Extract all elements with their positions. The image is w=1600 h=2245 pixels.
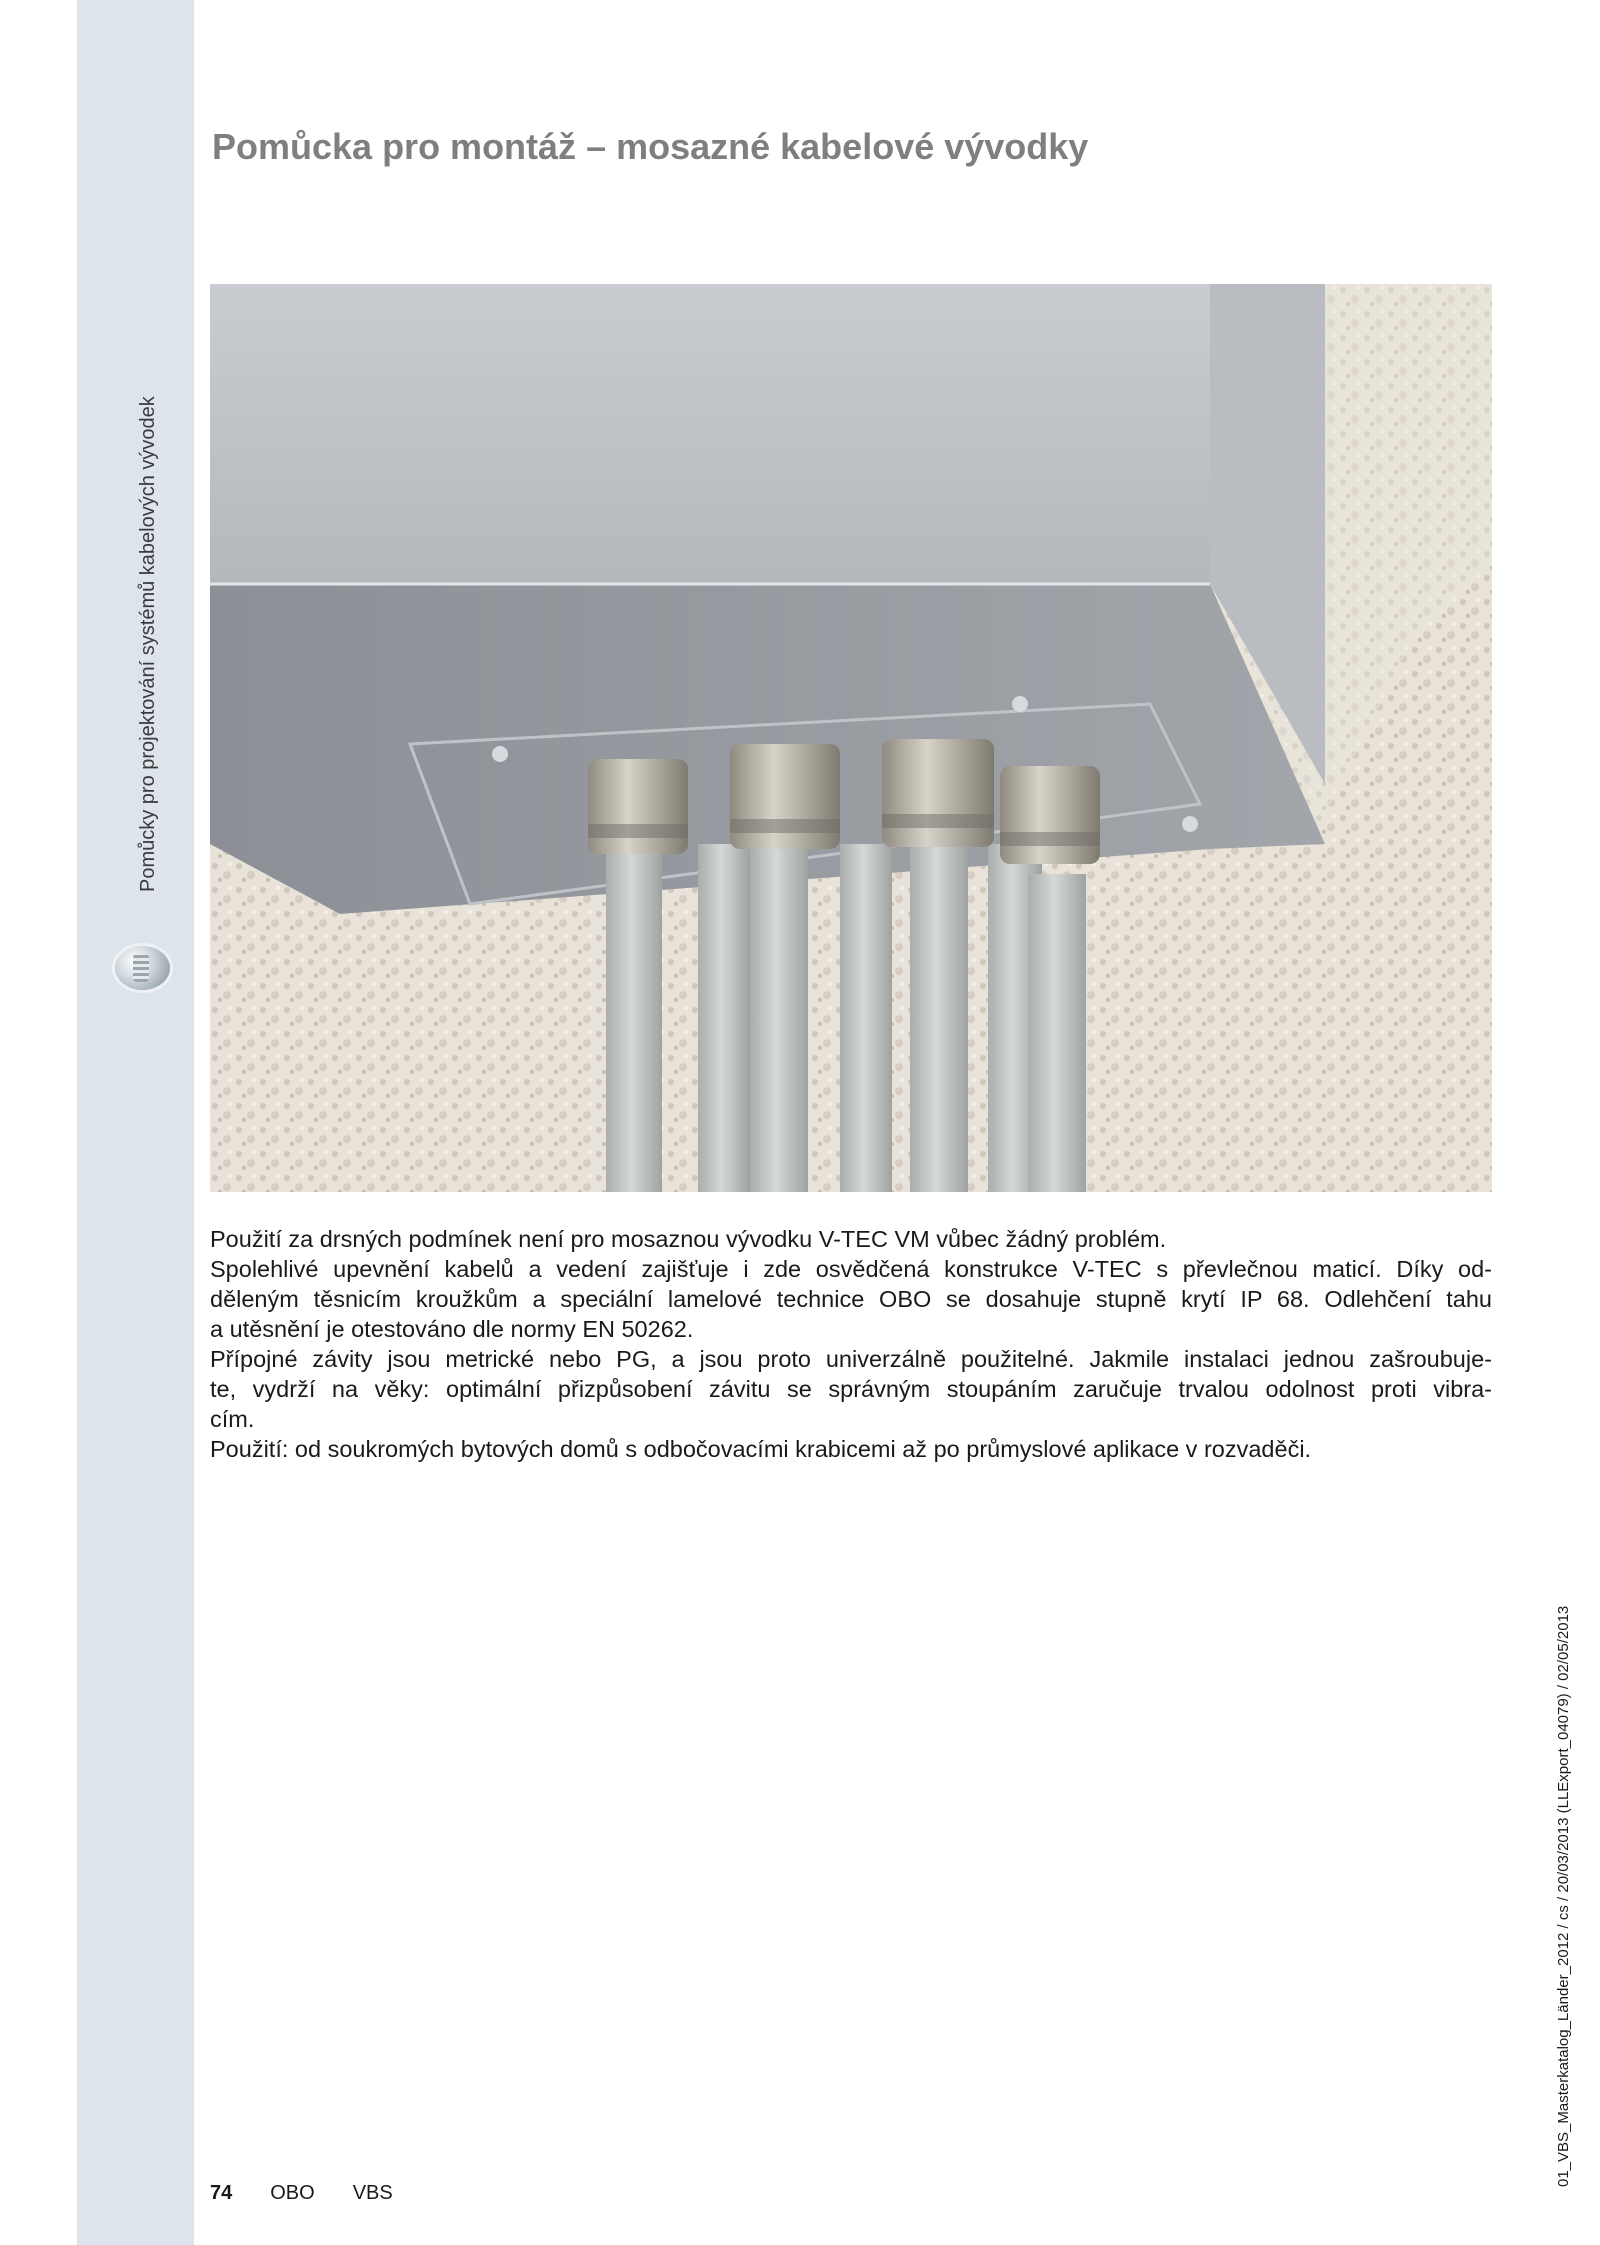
footer-section: VBS (352, 2182, 393, 2204)
description-line: Použití za drsných podmínek není pro mosaznou vývodku V-TEC VM vůbec žádný problém. (210, 1226, 1167, 1252)
footer-brand: OBO (270, 2182, 315, 2204)
page-title: Pomůcka pro montáž – mosazné kabelové vývodky (212, 126, 1089, 167)
product-photo-illustration (210, 284, 1492, 1192)
side-chapter-title: Pomůcky pro projektování systémů kabelových vývodek (137, 396, 159, 892)
product-photo (210, 284, 1492, 1192)
side-strip (77, 0, 194, 2245)
page-number: 74 (210, 2182, 233, 2204)
description-text (210, 1224, 1492, 1464)
page-footer (210, 2182, 393, 2205)
description-line: Použití: od soukromých bytových domů s odbočovacími krabicemi až po průmyslové aplikace v rozvaděči. (210, 1436, 1312, 1462)
description-line: a utěsnění je otestováno dle normy EN 50262. (210, 1316, 694, 1342)
description-line: cím. (210, 1406, 255, 1432)
cable-gland-icon (115, 946, 170, 990)
print-info: 01_VBS_Masterkatalog_Länder_2012 / cs / 20/03/2013 (LLExport_04079) / 02/05/2013 (1555, 1605, 1572, 2187)
description-line: te, vydrží na věky: optimální přizpůsobení závitu se správným stoupáním zaručuje trvalou odolnost proti vibra- (210, 1376, 1492, 1402)
description-line: děleným těsnicím kroužkům a speciální lamelové technice OBO se dosahuje stupně krytí IP 68. Odlehčení tahu (210, 1286, 1492, 1312)
description-line: Spolehlivé upevnění kabelů a vedení zajišťuje i zde osvědčená konstrukce V-TEC s převlečnou maticí. Díky od- (210, 1256, 1492, 1282)
description-line: Přípojné závity jsou metrické nebo PG, a jsou proto univerzálně použitelné. Jakmile instalaci jednou zašroubuje- (210, 1346, 1492, 1372)
